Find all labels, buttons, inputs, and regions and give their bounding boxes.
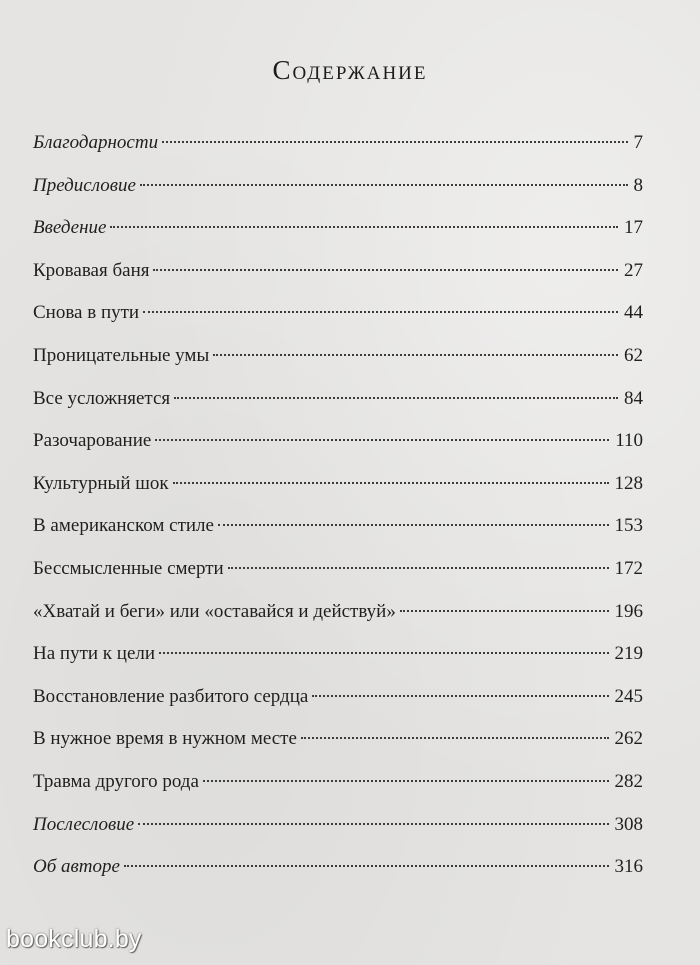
toc-entry-title: Все усложняется xyxy=(33,387,171,409)
toc-entry-page-number: 110 xyxy=(615,430,643,452)
toc-entry xyxy=(33,633,643,676)
toc-entry-page-number: 245 xyxy=(614,685,643,707)
dot-leader xyxy=(173,482,609,484)
toc-entry xyxy=(33,378,643,421)
dot-leader xyxy=(174,397,618,399)
toc-entry xyxy=(33,505,643,548)
toc-entry-page-number: 219 xyxy=(614,643,643,665)
dot-leader xyxy=(312,695,608,697)
toc-entry-page-number: 84 xyxy=(624,387,643,409)
dot-leader xyxy=(162,141,627,143)
toc-entry-title: В американском стиле xyxy=(33,515,214,537)
dot-leader xyxy=(213,354,618,356)
site-watermark: bookclub.by xyxy=(6,925,142,953)
toc-entry-title: Разочарование xyxy=(33,430,152,452)
table-of-contents xyxy=(33,122,643,889)
dot-leader xyxy=(159,652,608,654)
toc-entry-title: Проницательные умы xyxy=(33,344,210,366)
toc-entry-page-number: 17 xyxy=(624,217,643,239)
toc-entry xyxy=(33,420,643,463)
dot-leader xyxy=(301,737,609,739)
toc-entry-title: Кровавая баня xyxy=(33,259,150,281)
dot-leader xyxy=(155,439,609,441)
toc-entry xyxy=(33,676,643,719)
toc-entry xyxy=(33,761,643,804)
dot-leader xyxy=(228,567,609,569)
toc-entry-title: Введение xyxy=(33,217,107,239)
toc-entry-title: Снова в пути xyxy=(33,302,140,324)
toc-entry-page-number: 44 xyxy=(624,302,643,324)
toc-entry-title: В нужное время в нужном месте xyxy=(33,728,297,750)
dot-leader xyxy=(203,780,609,782)
toc-entry-page-number: 308 xyxy=(614,813,643,835)
toc-entry-page-number: 62 xyxy=(624,344,643,366)
toc-entry-page-number: 196 xyxy=(614,600,643,622)
toc-entry-page-number: 7 xyxy=(633,132,643,153)
dot-leader xyxy=(110,226,618,228)
dot-leader xyxy=(218,524,609,526)
toc-entry-page-number: 27 xyxy=(624,259,643,281)
toc-entry xyxy=(33,804,643,847)
toc-entry-title: Благодарности xyxy=(33,132,159,153)
toc-entry xyxy=(33,846,643,889)
toc-entry xyxy=(33,548,643,591)
toc-entry-title: Об авторе xyxy=(33,856,120,878)
toc-entry-page-number: 128 xyxy=(614,472,643,494)
toc-entry xyxy=(33,122,643,165)
dot-leader xyxy=(400,610,609,612)
toc-entry-title: Бессмысленные смерти xyxy=(33,557,224,579)
dot-leader xyxy=(153,269,618,271)
toc-entry-title: Культурный шок xyxy=(33,472,169,494)
toc-entry-page-number: 282 xyxy=(614,770,643,792)
toc-entry-title: Травма другого рода xyxy=(33,770,199,792)
toc-entry-page-number: 262 xyxy=(614,728,643,750)
toc-entry xyxy=(33,292,643,335)
toc-entry-title: Послесловие xyxy=(33,813,135,835)
toc-entry-title: Предисловие xyxy=(33,174,136,196)
toc-entry-page-number: 8 xyxy=(633,174,643,196)
toc-entry xyxy=(33,250,643,293)
toc-entry xyxy=(33,165,643,208)
toc-entry-title: «Хватай и беги» или «оставайся и действуй» xyxy=(33,600,396,622)
toc-entry xyxy=(33,591,643,634)
dot-leader xyxy=(138,823,608,825)
toc-entry-page-number: 316 xyxy=(614,856,643,878)
toc-entry xyxy=(33,207,643,250)
toc-entry xyxy=(33,335,643,378)
toc-entry xyxy=(33,718,643,761)
toc-entry-title: На пути к цели xyxy=(33,643,156,665)
toc-entry-page-number: 153 xyxy=(614,515,643,537)
dot-leader xyxy=(140,184,628,186)
toc-entry-page-number: 172 xyxy=(614,557,643,579)
toc-entry-title: Восстановление разбитого сердца xyxy=(33,685,309,707)
page-title: Содержание xyxy=(272,55,428,85)
toc-entry xyxy=(33,463,643,506)
dot-leader xyxy=(143,311,618,313)
dot-leader xyxy=(124,865,609,867)
